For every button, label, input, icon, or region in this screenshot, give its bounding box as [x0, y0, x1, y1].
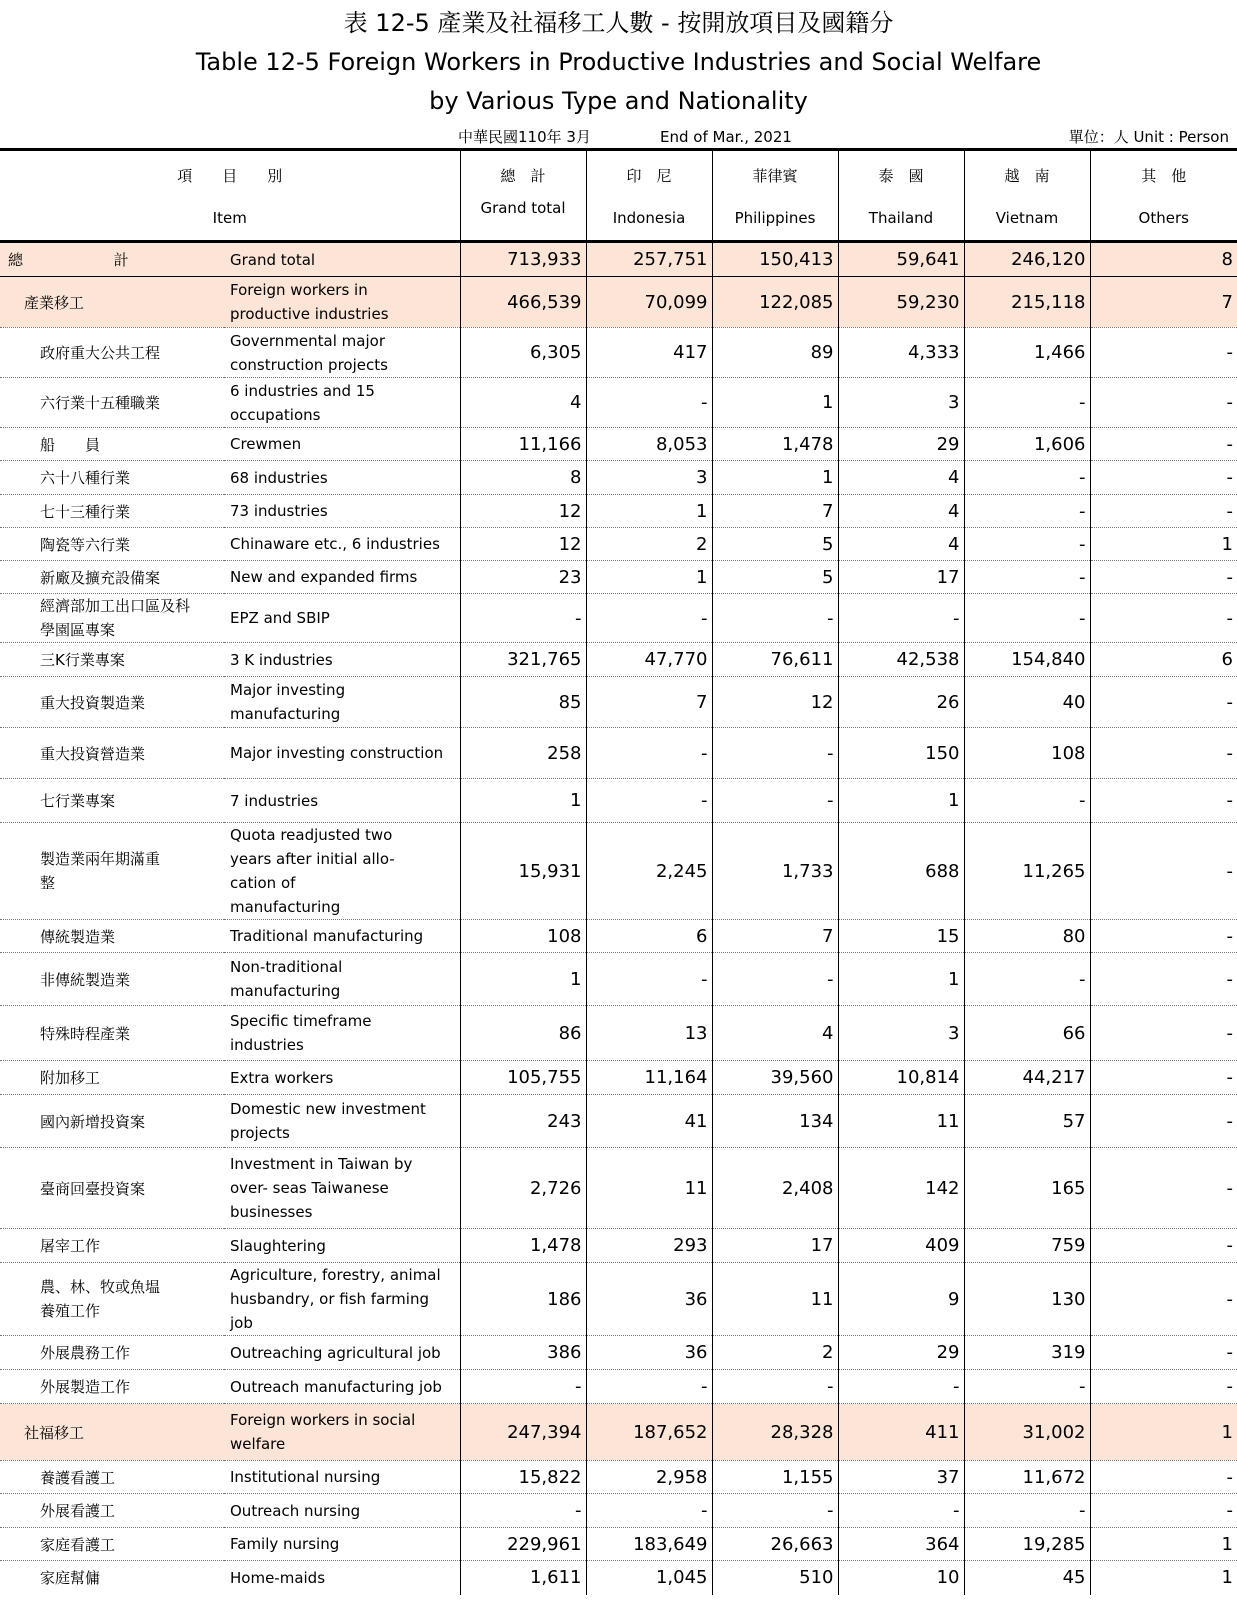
cell-value: 8,053	[586, 428, 712, 461]
row-label-en: 68 industries	[230, 468, 328, 487]
cell-value: 1,478	[712, 428, 838, 461]
cell-value: 1	[1090, 1528, 1237, 1561]
cell-value: 150	[838, 728, 964, 779]
cell-value: -	[964, 1494, 1090, 1528]
row-label-en: Family nursing	[230, 1535, 340, 1553]
cell-value: 4	[460, 378, 586, 428]
cell-value: 44,217	[964, 1061, 1090, 1095]
cell-value: 1	[460, 779, 586, 823]
cell-value: -	[1090, 1370, 1237, 1404]
table-row	[0, 953, 1237, 1006]
cell-value: 15	[838, 920, 964, 953]
cell-value: 3	[838, 1006, 964, 1061]
cell-value: 510	[712, 1561, 838, 1595]
cell-value: 183,649	[586, 1528, 712, 1561]
cell-value: 130	[964, 1263, 1090, 1336]
header-en: Grand total	[480, 199, 566, 217]
cell-value: 108	[964, 728, 1090, 779]
header-zh: 越 南	[1004, 167, 1050, 185]
table-row	[0, 1336, 1237, 1370]
table-row	[0, 461, 1237, 495]
cell-value: 1,466	[964, 328, 1090, 378]
cell-value: 12	[460, 528, 586, 561]
header-grand-total	[460, 150, 586, 242]
cell-value: 15,931	[460, 823, 586, 920]
cell-value: -	[586, 1370, 712, 1404]
cell-value: 1	[712, 378, 838, 428]
cell-value: 4	[712, 1006, 838, 1061]
cell-value: -	[1090, 378, 1237, 428]
table-row	[0, 242, 1237, 277]
table-row	[0, 1263, 1237, 1336]
cell-value: -	[712, 953, 838, 1006]
cell-value: -	[1090, 920, 1237, 953]
cell-value: 12	[460, 495, 586, 528]
cell-value: 1,045	[586, 1561, 712, 1595]
cell-value: 11	[712, 1263, 838, 1336]
table-row	[0, 1148, 1237, 1229]
cell-value: 247,394	[460, 1404, 586, 1461]
table-row	[0, 779, 1237, 823]
table-row	[0, 643, 1237, 677]
cell-value: 409	[838, 1229, 964, 1263]
table-row	[0, 1461, 1237, 1494]
cell-value: -	[460, 1370, 586, 1404]
cell-value: 4	[838, 461, 964, 495]
header-philippines	[712, 150, 838, 242]
cell-value: 165	[964, 1148, 1090, 1229]
table-row	[0, 1006, 1237, 1061]
row-label-zh: 非傳統製造業	[40, 970, 131, 989]
cell-value: 11,672	[964, 1461, 1090, 1494]
cell-value: 6	[586, 920, 712, 953]
cell-value: 1,155	[712, 1461, 838, 1494]
cell-value: 1	[460, 953, 586, 1006]
row-label-en: Foreign workers in social welfare	[230, 1411, 416, 1453]
row-label-zh: 重大投資營造業	[40, 744, 146, 763]
row-label-en: Specific timeframe industries	[230, 1012, 372, 1054]
table-row	[0, 495, 1237, 528]
row-label-en: Agriculture, forestry, animal husbandry, or fish farming job	[230, 1266, 441, 1332]
cell-value: -	[1090, 594, 1237, 643]
row-label-zh: 社福移工	[24, 1423, 85, 1442]
row-label-zh: 國內新增投資案	[40, 1112, 146, 1131]
cell-value: -	[1090, 461, 1237, 495]
cell-value: -	[1090, 1229, 1237, 1263]
cell-value: -	[1090, 1061, 1237, 1095]
cell-value: 386	[460, 1336, 586, 1370]
row-label-en: Foreign workers in productive industries	[230, 281, 389, 323]
cell-value: -	[1090, 1263, 1237, 1336]
cell-value: -	[712, 728, 838, 779]
cell-value: -	[1090, 953, 1237, 1006]
row-label-zh: 家庭幫傭	[40, 1569, 101, 1588]
cell-value: -	[586, 953, 712, 1006]
cell-value: -	[1090, 428, 1237, 461]
header-zh: 其 他	[1141, 167, 1187, 185]
row-label-zh: 七行業專案	[40, 792, 116, 810]
cell-value: 187,652	[586, 1404, 712, 1461]
cell-value: -	[964, 461, 1090, 495]
cell-value: 1	[1090, 528, 1237, 561]
row-label-zh: 屠宰工作	[40, 1237, 101, 1255]
cell-value: 1	[1090, 1404, 1237, 1461]
cell-value: 10,814	[838, 1061, 964, 1095]
cell-value: -	[1090, 1095, 1237, 1148]
cell-value: 29	[838, 428, 964, 461]
header-zh: 泰 國	[878, 167, 924, 185]
cell-value: -	[586, 378, 712, 428]
cell-value: 7	[712, 920, 838, 953]
row-label-en: 6 industries and 15 occupations	[230, 381, 375, 424]
table-row	[0, 1561, 1237, 1595]
row-label-zh: 七十三種行業	[40, 502, 131, 521]
cell-value: 2	[712, 1336, 838, 1370]
cell-value: 12	[712, 677, 838, 728]
table-row	[0, 1095, 1237, 1148]
table-row	[0, 561, 1237, 594]
cell-value: -	[460, 1494, 586, 1528]
row-label-zh: 附加移工	[40, 1069, 101, 1087]
cell-value: 7	[712, 495, 838, 528]
row-label-zh: 六行業十五種職業	[40, 394, 161, 412]
header-en: Others	[1138, 209, 1189, 227]
cell-value: 2	[586, 528, 712, 561]
header-thailand	[838, 150, 964, 242]
row-label-en: Crewmen	[230, 435, 302, 453]
row-label-en: Home-maids	[230, 1568, 326, 1587]
row-label-en: Major investing construction	[230, 744, 444, 762]
table-row	[0, 1404, 1237, 1461]
cell-value: -	[712, 1370, 838, 1404]
cell-value: 70,099	[586, 277, 712, 328]
cell-value: 293	[586, 1229, 712, 1263]
table-row	[0, 677, 1237, 728]
cell-value: 8	[1090, 242, 1237, 277]
cell-value: 57	[964, 1095, 1090, 1148]
cell-value: -	[586, 779, 712, 823]
cell-value: 4	[838, 495, 964, 528]
row-label-en: Grand total	[230, 250, 316, 269]
header-en: Vietnam	[995, 209, 1059, 227]
row-label-zh: 三K行業專案	[40, 651, 125, 669]
cell-value: 2,726	[460, 1148, 586, 1229]
header-zh: 總 計	[500, 167, 546, 185]
cell-value: 688	[838, 823, 964, 920]
cell-value: 134	[712, 1095, 838, 1148]
cell-value: -	[586, 1494, 712, 1528]
data-table	[0, 148, 1237, 1595]
cell-value: 759	[964, 1229, 1090, 1263]
table-row	[0, 823, 1237, 920]
row-label-zh: 臺商回臺投資案	[40, 1179, 146, 1198]
cell-value: -	[838, 1370, 964, 1404]
table-row	[0, 428, 1237, 461]
row-label-zh: 產業移工	[24, 293, 85, 312]
row-label-en: Outreach manufacturing job	[230, 1377, 442, 1396]
row-label-en: EPZ and SBIP	[230, 609, 330, 627]
cell-value: 40	[964, 677, 1090, 728]
row-label-zh: 家庭看護工	[40, 1535, 116, 1554]
cell-value: 41	[586, 1095, 712, 1148]
header-vietnam	[964, 150, 1090, 242]
cell-value: 150,413	[712, 242, 838, 277]
cell-value: 243	[460, 1095, 586, 1148]
cell-value: -	[964, 594, 1090, 643]
table-row	[0, 920, 1237, 953]
header-item	[0, 150, 460, 242]
cell-value: 417	[586, 328, 712, 378]
row-label-en: Outreaching agricultural job	[230, 1343, 441, 1362]
row-label-en: Governmental major construction projects	[230, 331, 388, 374]
row-label-en: New and expanded firms	[230, 568, 418, 586]
cell-value: 1	[586, 561, 712, 594]
cell-value: -	[1090, 1006, 1237, 1061]
cell-value: -	[586, 728, 712, 779]
cell-value: -	[712, 1494, 838, 1528]
cell-value: -	[964, 528, 1090, 561]
cell-value: 3	[586, 461, 712, 495]
cell-value: 1,611	[460, 1561, 586, 1595]
cell-value: 186	[460, 1263, 586, 1336]
table-row	[0, 378, 1237, 428]
cell-value: 1,606	[964, 428, 1090, 461]
cell-value: 31,002	[964, 1404, 1090, 1461]
row-label-en: Chinaware etc., 6 industries	[230, 535, 440, 553]
cell-value: 15,822	[460, 1461, 586, 1494]
row-label-zh: 傳統製造業	[40, 927, 116, 946]
cell-value: 5	[712, 528, 838, 561]
cell-value: 1,733	[712, 823, 838, 920]
cell-value: 105,755	[460, 1061, 586, 1095]
cell-value: -	[1090, 779, 1237, 823]
cell-value: 2,958	[586, 1461, 712, 1494]
cell-value: -	[964, 561, 1090, 594]
cell-value: -	[964, 1370, 1090, 1404]
cell-value: 2,245	[586, 823, 712, 920]
cell-value: 11,166	[460, 428, 586, 461]
table-row	[0, 1229, 1237, 1263]
table-row	[0, 277, 1237, 328]
table-row	[0, 1528, 1237, 1561]
unit-label: 單位：人 Unit : Person	[1068, 128, 1229, 146]
cell-value: 59,641	[838, 242, 964, 277]
header-en: Thailand	[868, 209, 934, 227]
cell-value: 11,164	[586, 1061, 712, 1095]
row-label-en: Domestic new investment projects	[230, 1100, 426, 1142]
row-label-zh: 政府重大公共工程	[40, 344, 161, 362]
header-item-en: Item	[212, 209, 247, 227]
cell-value: -	[1090, 728, 1237, 779]
cell-value: 28,328	[712, 1404, 838, 1461]
cell-value: -	[1090, 495, 1237, 528]
cell-value: 17	[712, 1229, 838, 1263]
cell-value: 8	[460, 461, 586, 495]
cell-value: 6,305	[460, 328, 586, 378]
cell-value: 411	[838, 1404, 964, 1461]
cell-value: 246,120	[964, 242, 1090, 277]
cell-value: 19,285	[964, 1528, 1090, 1561]
cell-value: 466,539	[460, 277, 586, 328]
cell-value: 257,751	[586, 242, 712, 277]
cell-value: -	[1090, 1494, 1237, 1528]
cell-value: 321,765	[460, 643, 586, 677]
table-subtitle-english: by Various Type and Nationality	[429, 87, 808, 115]
row-label-en: 3 K industries	[230, 650, 333, 669]
cell-value: 3	[838, 378, 964, 428]
cell-value: 713,933	[460, 242, 586, 277]
row-label-zh: 新廠及擴充設備案	[40, 568, 161, 587]
cell-value: 258	[460, 728, 586, 779]
row-label-en: Investment in Taiwan by over- seas Taiwanese businesses	[230, 1155, 413, 1221]
cell-value: 11,265	[964, 823, 1090, 920]
table-row	[0, 528, 1237, 561]
cell-value: 319	[964, 1336, 1090, 1370]
cell-value: 2,408	[712, 1148, 838, 1229]
cell-value: 59,230	[838, 277, 964, 328]
cell-value: 89	[712, 328, 838, 378]
row-label-zh: 外展看護工	[40, 1502, 116, 1520]
cell-value: -	[460, 594, 586, 643]
cell-value: 11	[838, 1095, 964, 1148]
cell-value: 4,333	[838, 328, 964, 378]
cell-value: 10	[838, 1561, 964, 1595]
row-label-en: 7 industries	[230, 791, 319, 810]
cell-value: 1	[838, 779, 964, 823]
cell-value: -	[586, 594, 712, 643]
cell-value: 42,538	[838, 643, 964, 677]
cell-value: 1	[838, 953, 964, 1006]
cell-value: 5	[712, 561, 838, 594]
row-label-en: Institutional nursing	[230, 1468, 381, 1486]
row-label-zh: 重大投資製造業	[40, 693, 146, 712]
table-row	[0, 1370, 1237, 1404]
table-title-english: Table 12-5 Foreign Workers in Productive Industries and Social Welfare	[195, 48, 1042, 76]
row-label-zh: 經濟部加工出口區及科學園區專案	[40, 597, 191, 639]
cell-value: 364	[838, 1528, 964, 1561]
row-label-en: Major investing manufacturing	[230, 681, 346, 723]
header-item-zh: 項 目 別	[177, 167, 283, 185]
cell-value: 85	[460, 677, 586, 728]
row-label-zh: 養護看護工	[40, 1468, 116, 1487]
cell-value: -	[1090, 561, 1237, 594]
cell-value: -	[712, 779, 838, 823]
cell-value: -	[1090, 1148, 1237, 1229]
row-label-zh: 陶瓷等六行業	[40, 535, 131, 554]
header-en: Philippines	[734, 209, 816, 227]
header-zh: 菲律賓	[752, 167, 798, 185]
cell-value: 36	[586, 1336, 712, 1370]
date-chinese: 中華民國110年 3月	[458, 128, 591, 146]
row-label-zh: 船 員	[40, 435, 101, 454]
row-label-zh: 六十八種行業	[40, 469, 131, 487]
cell-value: 229,961	[460, 1528, 586, 1561]
cell-value: 47,770	[586, 643, 712, 677]
cell-value: 66	[964, 1006, 1090, 1061]
cell-value: 6	[1090, 643, 1237, 677]
table-row	[0, 328, 1237, 378]
table-row	[0, 1494, 1237, 1528]
cell-value: 11	[586, 1148, 712, 1229]
cell-value: 80	[964, 920, 1090, 953]
row-label-en: Non-traditional manufacturing	[230, 958, 343, 1000]
row-label-zh: 總 計	[8, 251, 129, 269]
cell-value: 1,478	[460, 1229, 586, 1263]
row-label-en: 73 industries	[230, 502, 328, 520]
row-label-zh: 農、林、牧或魚塭養殖工作	[40, 1278, 161, 1320]
row-label-zh: 特殊時程產業	[40, 1024, 131, 1043]
cell-value: -	[712, 594, 838, 643]
row-label-zh: 外展製造工作	[40, 1378, 131, 1396]
cell-value: -	[964, 378, 1090, 428]
header-others	[1090, 150, 1237, 242]
date-english: End of Mar., 2021	[660, 128, 792, 146]
cell-value: -	[964, 953, 1090, 1006]
row-label-zh: 外展農務工作	[40, 1344, 131, 1362]
cell-value: 142	[838, 1148, 964, 1229]
cell-value: 215,118	[964, 277, 1090, 328]
row-label-en: Outreach nursing	[230, 1501, 361, 1520]
cell-value: 17	[838, 561, 964, 594]
row-label-en: Traditional manufacturing	[230, 927, 424, 945]
cell-value: 76,611	[712, 643, 838, 677]
cell-value: 1	[586, 495, 712, 528]
cell-value: 7	[586, 677, 712, 728]
table-row	[0, 594, 1237, 643]
cell-value: 36	[586, 1263, 712, 1336]
cell-value: -	[964, 495, 1090, 528]
cell-value: 37	[838, 1461, 964, 1494]
cell-value: -	[838, 594, 964, 643]
cell-value: 122,085	[712, 277, 838, 328]
cell-value: 108	[460, 920, 586, 953]
cell-value: 23	[460, 561, 586, 594]
cell-value: 1	[1090, 1561, 1237, 1595]
header-en: Indonesia	[612, 209, 686, 227]
cell-value: 86	[460, 1006, 586, 1061]
row-label-en: Slaughtering	[230, 1236, 326, 1255]
cell-value: 154,840	[964, 643, 1090, 677]
cell-value: 1	[712, 461, 838, 495]
header-indonesia	[586, 150, 712, 242]
cell-value: -	[964, 779, 1090, 823]
cell-value: 7	[1090, 277, 1237, 328]
cell-value: 39,560	[712, 1061, 838, 1095]
cell-value: -	[838, 1494, 964, 1528]
header-zh: 印 尼	[626, 167, 672, 185]
row-label-zh: 製造業兩年期滿重整	[40, 850, 161, 892]
cell-value: -	[1090, 1336, 1237, 1370]
cell-value: 45	[964, 1561, 1090, 1595]
cell-value: 13	[586, 1006, 712, 1061]
table-title-chinese: 表 12-5 產業及社福移工人數 - 按開放項目及國籍分	[343, 9, 894, 37]
table-row	[0, 1061, 1237, 1095]
cell-value: 26,663	[712, 1528, 838, 1561]
cell-value: -	[1090, 677, 1237, 728]
cell-value: -	[1090, 1461, 1237, 1494]
cell-value: 9	[838, 1263, 964, 1336]
cell-value: 4	[838, 528, 964, 561]
cell-value: 29	[838, 1336, 964, 1370]
cell-value: 26	[838, 677, 964, 728]
row-label-en: Extra workers	[230, 1068, 334, 1087]
cell-value: -	[1090, 328, 1237, 378]
table-row	[0, 728, 1237, 779]
cell-value: -	[1090, 823, 1237, 920]
row-label-en: Quota readjusted two years after initial allo-cation of manufacturing	[230, 826, 395, 916]
